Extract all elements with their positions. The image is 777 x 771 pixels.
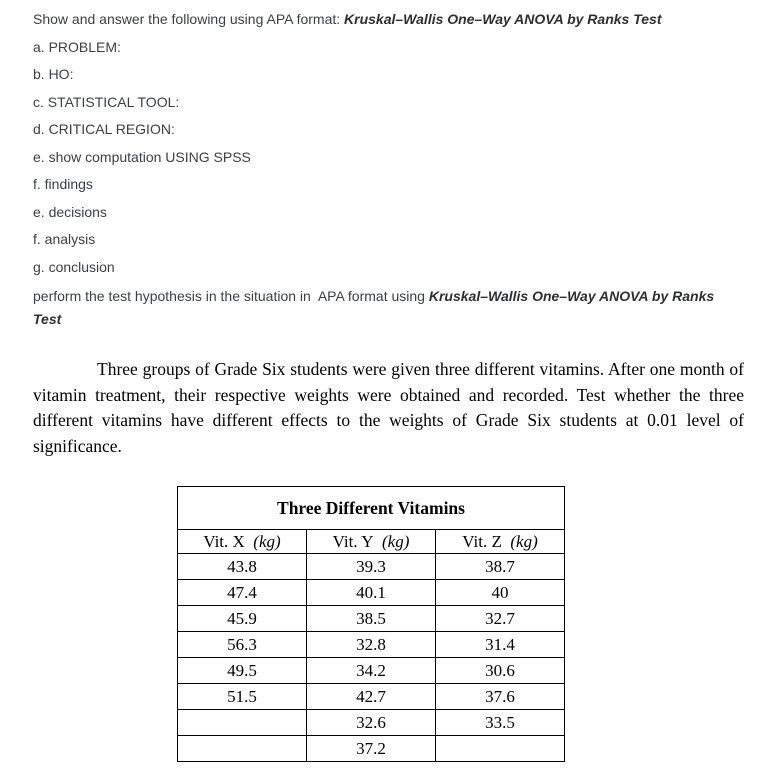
table-cell: 34.2 — [307, 658, 436, 684]
test-name-outro: Kruskal–Wallis One–Way ANOVA by Ranks Test — [33, 288, 719, 327]
table-row — [178, 736, 565, 762]
column-name: Vit. X — [203, 531, 254, 551]
table-row — [178, 632, 565, 658]
table-cell: 56.3 — [178, 632, 307, 658]
table-row — [178, 606, 565, 632]
table-cell: 51.5 — [178, 684, 307, 710]
problem-paragraph: Three groups of Grade Six students were given three different vitamins. After one month of vitamin treatment, their respective weights were obtained and recorded. Test whether the three different vitamins have different effects to the weights of Grade Six students at 0.01 level of significance. — [33, 359, 744, 456]
column-name: Vit. Z — [462, 531, 511, 551]
table-title-row — [178, 487, 565, 530]
prompt-intro-text: Show and answer the following using APA format: — [33, 11, 345, 27]
table-row — [178, 580, 565, 606]
table-title: Three Different Vitamins — [178, 487, 565, 530]
prompt-item: f. analysis — [33, 231, 96, 247]
table-cell: 37.2 — [307, 736, 436, 762]
test-name: Kruskal–Wallis One–Way ANOVA by Ranks Test — [344, 11, 662, 27]
table-column-header — [178, 530, 307, 554]
table-cell: 49.5 — [178, 658, 307, 684]
table-cell: 30.6 — [436, 658, 565, 684]
table-cell: 42.7 — [307, 684, 436, 710]
table-cell — [436, 736, 565, 762]
table-column-header — [436, 530, 565, 554]
assignment-prompt — [33, 6, 744, 331]
prompt-item: d. CRITICAL REGION: — [33, 121, 175, 137]
column-unit: (kg) — [510, 531, 538, 551]
table-row — [178, 658, 565, 684]
table-cell: 38.5 — [307, 606, 436, 632]
table-cell: 32.6 — [307, 710, 436, 736]
prompt-items — [33, 34, 744, 282]
prompt-intro — [33, 6, 744, 34]
table-body — [178, 554, 565, 762]
table-cell: 31.4 — [436, 632, 565, 658]
table-cell: 32.8 — [307, 632, 436, 658]
prompt-item: f. findings — [33, 176, 93, 192]
table-row — [178, 710, 565, 736]
table-column-header — [307, 530, 436, 554]
table-cell: 40.1 — [307, 580, 436, 606]
table-cell: 37.6 — [436, 684, 565, 710]
table-cell: 33.5 — [436, 710, 565, 736]
prompt-item: a. PROBLEM: — [33, 38, 121, 55]
table-cell: 39.3 — [307, 554, 436, 580]
column-name: Vit. Y — [332, 531, 382, 551]
prompt-outro — [33, 285, 744, 331]
table-row — [178, 684, 565, 710]
table-cell — [178, 710, 307, 736]
table-cell: 43.8 — [178, 554, 307, 580]
column-unit: (kg) — [253, 531, 281, 551]
prompt-item: c. STATISTICAL TOOL: — [33, 93, 180, 110]
table-header-row — [178, 530, 565, 554]
table-cell: 38.7 — [436, 554, 565, 580]
column-unit: (kg) — [381, 531, 410, 551]
prompt-item: e. show computation USING SPSS — [33, 148, 251, 165]
table-cell — [178, 736, 307, 762]
table-cell: 32.7 — [436, 606, 565, 632]
table-cell: 47.4 — [178, 580, 307, 606]
table-row — [178, 554, 565, 580]
prompt-item: b. HO: — [33, 66, 74, 82]
prompt-outro-text: perform the test hypothesis in the situation in APA format using — [33, 288, 429, 304]
table-cell: 40 — [436, 580, 565, 606]
table-cell: 45.9 — [178, 606, 307, 632]
vitamin-table — [177, 486, 565, 762]
prompt-item: e. decisions — [33, 203, 107, 220]
prompt-item: g. conclusion — [33, 258, 115, 275]
